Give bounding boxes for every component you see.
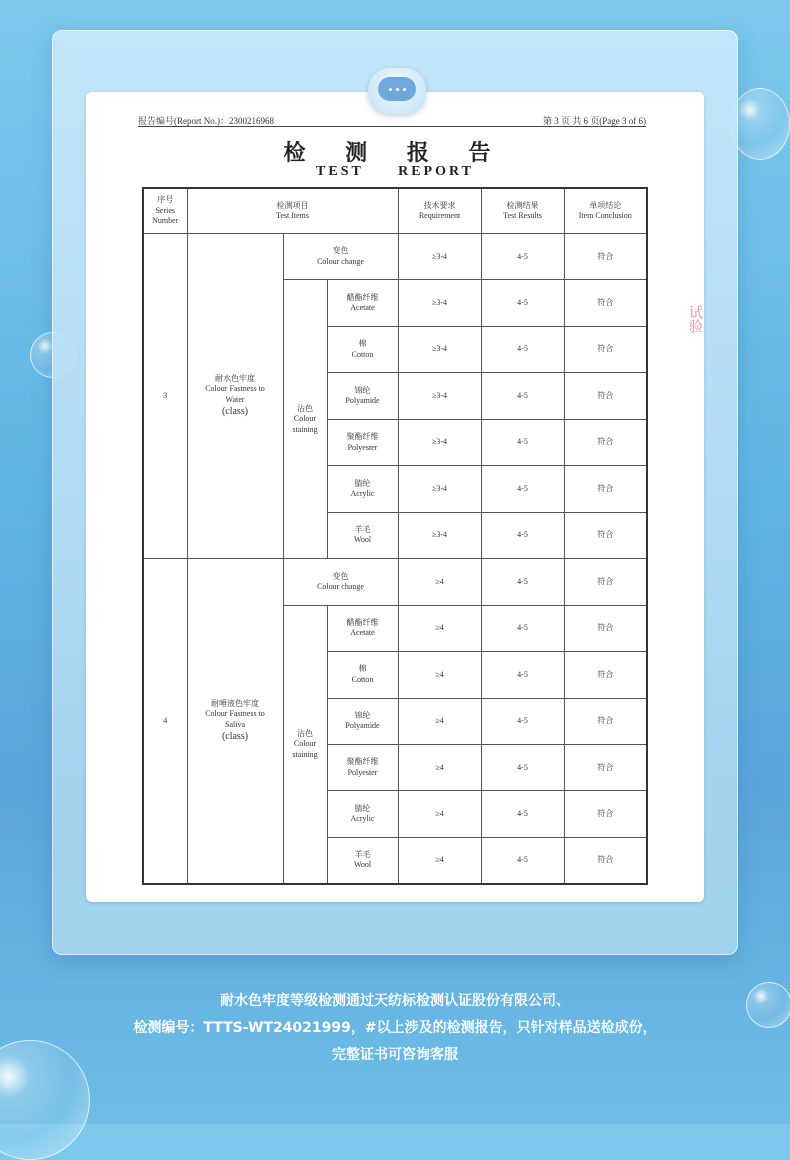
caption-line: 完整证书可咨询客服 <box>332 1047 458 1063</box>
result-cell: 4-5 <box>481 652 564 698</box>
result-cell: 4-5 <box>481 605 564 651</box>
conclusion-cell: 符合 <box>564 234 647 280</box>
clip-badge <box>368 68 426 114</box>
conclusion-cell: 符合 <box>564 373 647 419</box>
requirement-cell: ≥4 <box>398 559 481 605</box>
test-results-table <box>142 187 648 885</box>
col-series-number: 序号 Series Number <box>143 188 187 234</box>
report-page <box>86 92 704 902</box>
result-cell: 4-5 <box>481 373 564 419</box>
requirement-cell: ≥4 <box>398 652 481 698</box>
requirement-cell: ≥4 <box>398 837 481 884</box>
col-requirement: 技术要求 Requirement <box>398 188 481 234</box>
fabric-cell: 棉 Cotton <box>327 652 398 698</box>
fabric-cell: 聚酯纤维 Polyester <box>327 744 398 790</box>
fabric-cell: 腈纶 Acrylic <box>327 791 398 837</box>
result-cell: 4-5 <box>481 234 564 280</box>
fabric-cell: 腈纶 Acrylic <box>327 466 398 512</box>
page-header <box>138 112 646 127</box>
requirement-cell: ≥3-4 <box>398 234 481 280</box>
chat-icon <box>378 77 416 101</box>
caption-line: 检测编号：TTTS-WT24021999，#以上涉及的检测报告，只针对样品送检成份， <box>133 1020 657 1036</box>
conclusion-cell: 符合 <box>564 652 647 698</box>
page-indicator: 第 3 页 共 6 页(Page 3 of 6) <box>543 116 646 126</box>
requirement-cell: ≥3-4 <box>398 326 481 372</box>
series-number-cell: 3 <box>143 234 187 559</box>
requirement-cell: ≥3-4 <box>398 280 481 326</box>
colour-staining-cell: 沾色 Colour staining <box>283 280 327 559</box>
fabric-cell: 锦纶 Polyamide <box>327 373 398 419</box>
requirement-cell: ≥4 <box>398 698 481 744</box>
result-cell: 4-5 <box>481 559 564 605</box>
table-row <box>143 559 647 605</box>
result-cell: 4-5 <box>481 512 564 558</box>
requirement-cell: ≥3-4 <box>398 419 481 465</box>
fabric-cell: 棉 Cotton <box>327 326 398 372</box>
result-cell: 4-5 <box>481 466 564 512</box>
result-cell: 4-5 <box>481 837 564 884</box>
result-cell: 4-5 <box>481 326 564 372</box>
table-header-row <box>143 188 647 234</box>
decor-bubble <box>730 88 790 160</box>
report-number: 报告编号(Report No.)：2300216968 <box>138 116 274 126</box>
report-title-en: TEST REPORT <box>316 164 474 179</box>
fabric-cell: 锦纶 Polyamide <box>327 698 398 744</box>
conclusion-cell: 符合 <box>564 791 647 837</box>
result-cell: 4-5 <box>481 698 564 744</box>
conclusion-cell: 符合 <box>564 280 647 326</box>
requirement-cell: ≥4 <box>398 605 481 651</box>
col-test-items: 检测项目 Test Items <box>187 188 398 234</box>
requirement-cell: ≥3-4 <box>398 466 481 512</box>
fabric-cell: 羊毛 Wool <box>327 512 398 558</box>
requirement-cell: ≥3-4 <box>398 512 481 558</box>
conclusion-cell: 符合 <box>564 605 647 651</box>
conclusion-cell: 符合 <box>564 419 647 465</box>
report-title-cn: 检 测 报 告 <box>283 140 507 166</box>
conclusion-cell: 符合 <box>564 837 647 884</box>
colour-change-cell: 变色 Colour change <box>283 559 398 605</box>
conclusion-cell: 符合 <box>564 698 647 744</box>
result-cell: 4-5 <box>481 791 564 837</box>
fabric-cell: 醋酯纤维 Acetate <box>327 280 398 326</box>
col-test-results: 检测结果 Test Results <box>481 188 564 234</box>
test-item-name-cell: 耐水色牢度 Colour Fastness to Water (class) <box>187 234 283 559</box>
conclusion-cell: 符合 <box>564 559 647 605</box>
result-cell: 4-5 <box>481 744 564 790</box>
fabric-cell: 聚酯纤维 Polyester <box>327 419 398 465</box>
series-number-cell: 4 <box>143 559 187 884</box>
conclusion-cell: 符合 <box>564 512 647 558</box>
footer-caption <box>0 988 790 1069</box>
fabric-cell: 醋酯纤维 Acetate <box>327 605 398 651</box>
requirement-cell: ≥3-4 <box>398 373 481 419</box>
colour-change-cell: 变色 Colour change <box>283 234 398 280</box>
requirement-cell: ≥4 <box>398 744 481 790</box>
fabric-cell: 羊毛 Wool <box>327 837 398 884</box>
caption-line: 耐水色牢度等级检测通过天纺标检测认证股份有限公司、 <box>220 993 570 1009</box>
requirement-cell: ≥4 <box>398 791 481 837</box>
colour-staining-cell: 沾色 Colour staining <box>283 605 327 884</box>
conclusion-cell: 符合 <box>564 744 647 790</box>
table-row <box>143 234 647 280</box>
result-cell: 4-5 <box>481 280 564 326</box>
conclusion-cell: 符合 <box>564 466 647 512</box>
result-cell: 4-5 <box>481 419 564 465</box>
conclusion-cell: 符合 <box>564 326 647 372</box>
seal-stamp: 试验 <box>687 305 703 333</box>
col-item-conclusion: 单项结论 Item Conclusion <box>564 188 647 234</box>
test-item-name-cell: 耐唾液色牢度 Colour Fastness to Saliva (class) <box>187 559 283 884</box>
